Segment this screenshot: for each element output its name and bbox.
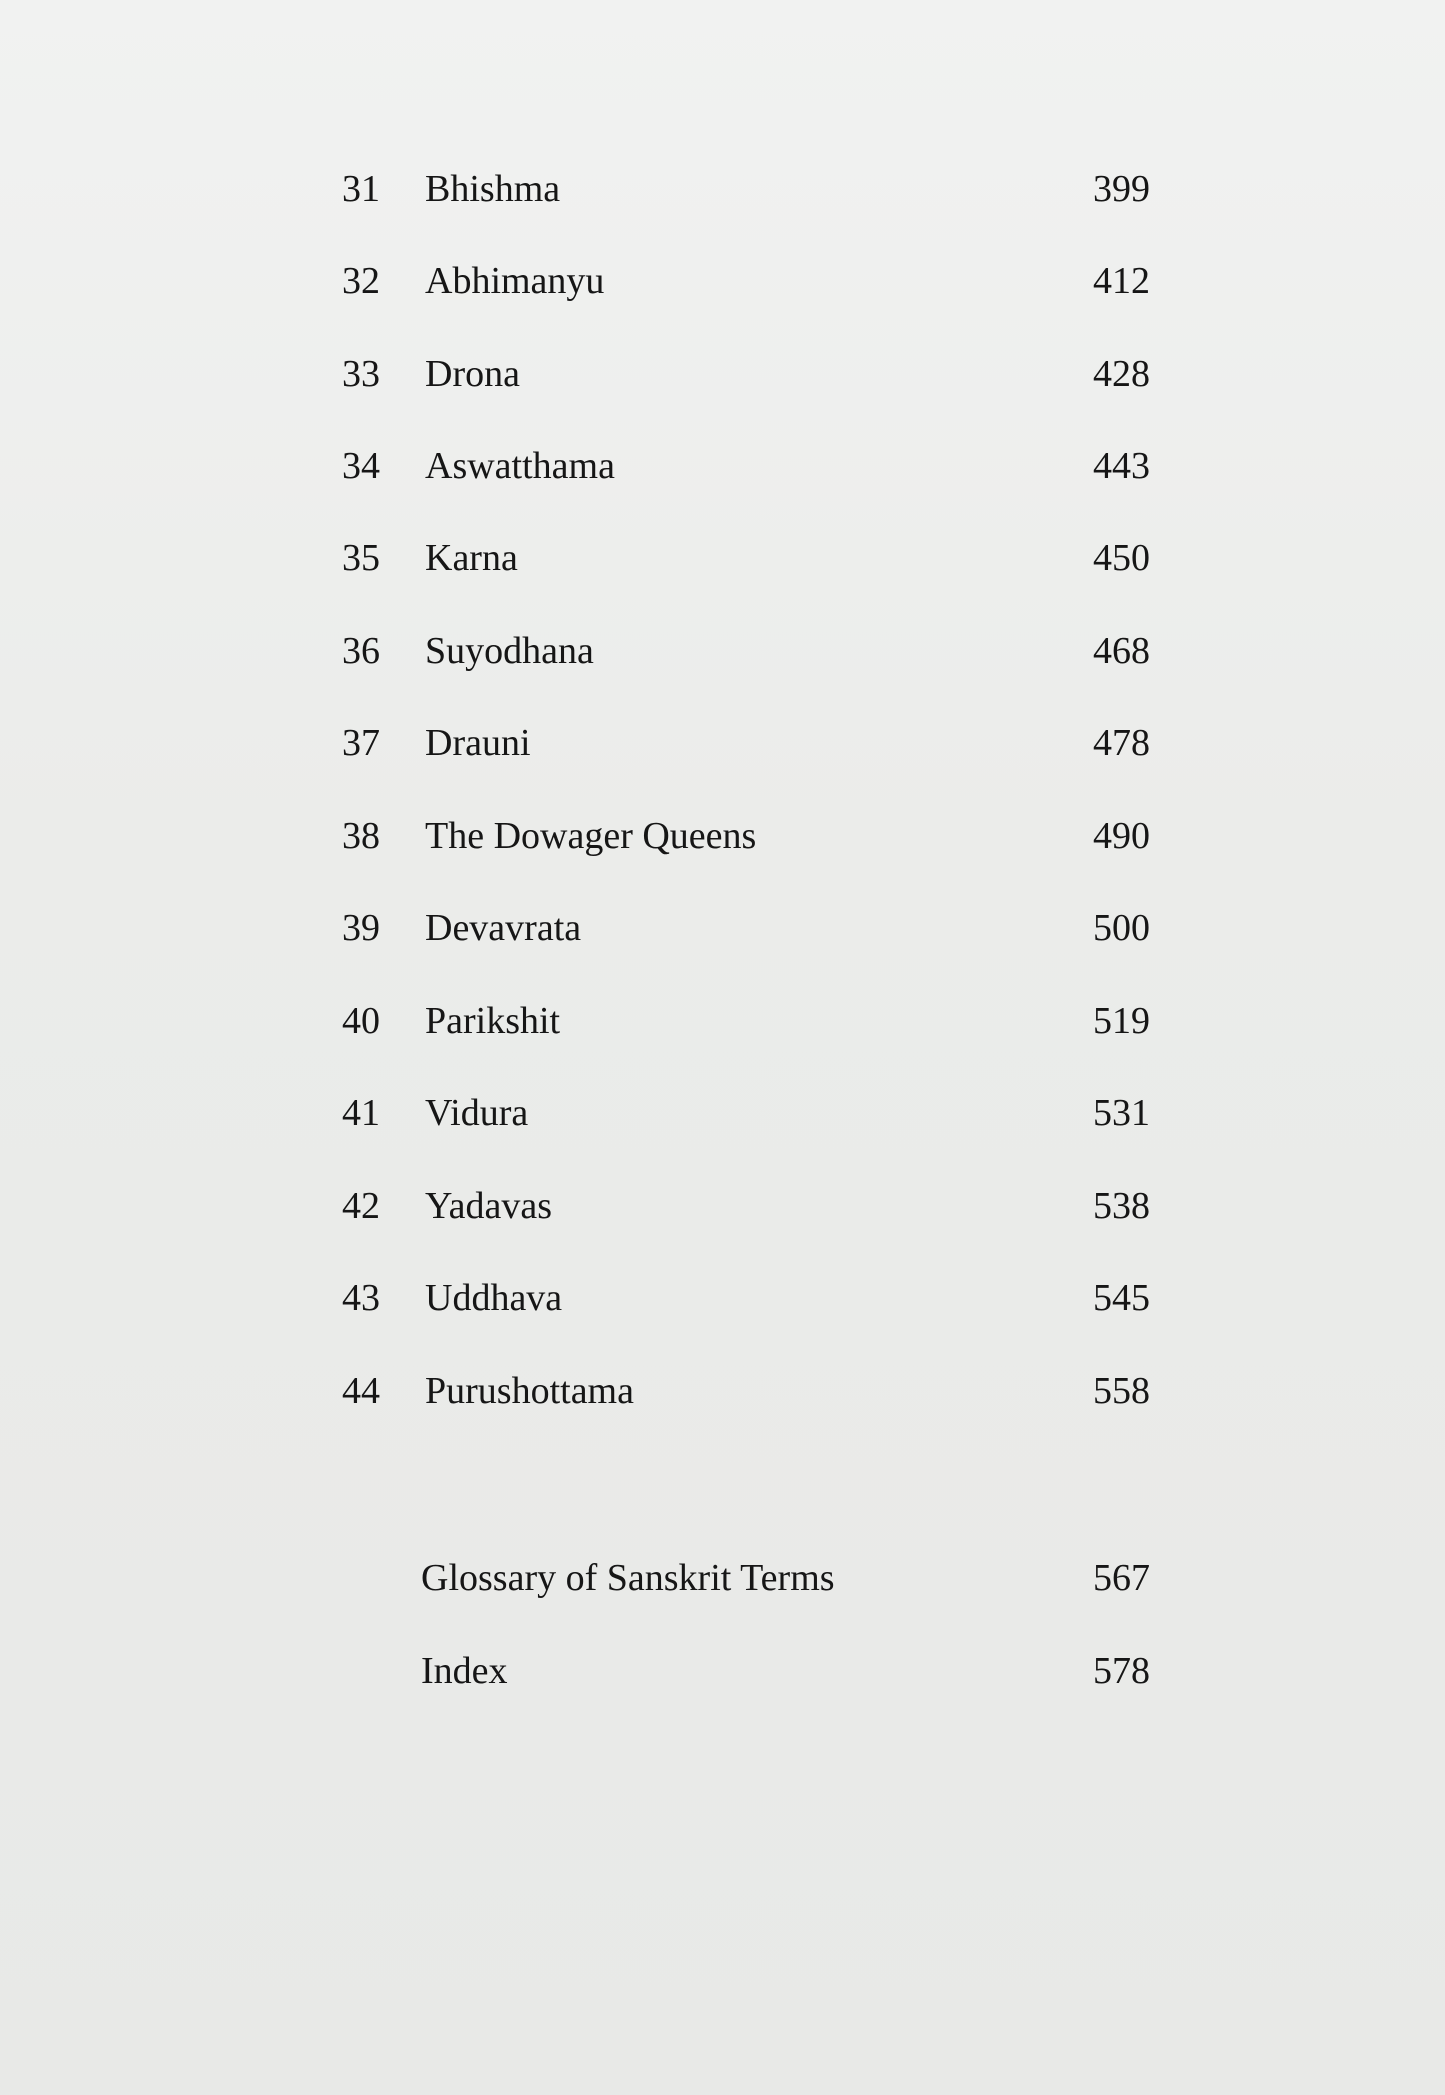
page-number: 443 bbox=[1093, 445, 1150, 487]
toc-back-matter-entry bbox=[0, 1548, 1445, 1608]
chapter-number: 44 bbox=[342, 1370, 380, 1412]
page-number: 545 bbox=[1093, 1277, 1150, 1319]
chapter-number: 38 bbox=[342, 815, 380, 857]
chapter-number: 43 bbox=[342, 1277, 380, 1319]
chapter-number: 40 bbox=[342, 1000, 380, 1042]
page-number: 519 bbox=[1093, 1000, 1150, 1042]
chapter-title: Drona bbox=[425, 353, 520, 395]
chapter-number: 42 bbox=[342, 1185, 380, 1227]
toc-entry bbox=[0, 344, 1445, 404]
page-number: 578 bbox=[1093, 1650, 1150, 1692]
chapter-number: 34 bbox=[342, 445, 380, 487]
chapter-title: Abhimanyu bbox=[425, 260, 605, 302]
chapter-title: Karna bbox=[425, 537, 518, 579]
chapter-number: 33 bbox=[342, 353, 380, 395]
toc-entry bbox=[0, 1083, 1445, 1143]
chapter-number: 35 bbox=[342, 537, 380, 579]
chapter-number: 37 bbox=[342, 722, 380, 764]
page-number: 531 bbox=[1093, 1092, 1150, 1134]
toc-entry bbox=[0, 898, 1445, 958]
toc-entry bbox=[0, 991, 1445, 1051]
toc-back-matter-entry bbox=[0, 1641, 1445, 1701]
chapter-number: 31 bbox=[342, 168, 380, 210]
chapter-number: 36 bbox=[342, 630, 380, 672]
toc-entry bbox=[0, 251, 1445, 311]
chapter-title: Parikshit bbox=[425, 1000, 561, 1042]
toc-entry bbox=[0, 621, 1445, 681]
page-number: 450 bbox=[1093, 537, 1150, 579]
page-number: 478 bbox=[1093, 722, 1150, 764]
page-number: 567 bbox=[1093, 1557, 1150, 1599]
chapter-title: Aswatthama bbox=[425, 445, 615, 487]
page-number: 468 bbox=[1093, 630, 1150, 672]
chapter-number: 32 bbox=[342, 260, 380, 302]
chapter-number: 39 bbox=[342, 907, 380, 949]
chapter-title: Devavrata bbox=[425, 907, 582, 949]
chapter-title: Uddhava bbox=[425, 1277, 563, 1319]
toc-entry bbox=[0, 806, 1445, 866]
chapter-title: Suyodhana bbox=[425, 630, 594, 672]
page-number: 500 bbox=[1093, 907, 1150, 949]
chapter-number: 41 bbox=[342, 1092, 380, 1134]
chapter-title: Bhishma bbox=[425, 168, 561, 210]
toc-entry bbox=[0, 1361, 1445, 1421]
chapter-title: Vidura bbox=[425, 1092, 529, 1134]
toc-entry bbox=[0, 1268, 1445, 1328]
toc-entry bbox=[0, 1176, 1445, 1236]
chapter-title: Drauni bbox=[425, 722, 531, 764]
chapter-title: Yadavas bbox=[425, 1185, 553, 1227]
back-matter-title: Index bbox=[421, 1650, 508, 1692]
chapter-title: Purushottama bbox=[425, 1370, 634, 1412]
page-number: 428 bbox=[1093, 353, 1150, 395]
toc-entry bbox=[0, 713, 1445, 773]
page-number: 538 bbox=[1093, 1185, 1150, 1227]
toc-entry bbox=[0, 159, 1445, 219]
page-number: 558 bbox=[1093, 1370, 1150, 1412]
page-number: 490 bbox=[1093, 815, 1150, 857]
toc-entry bbox=[0, 528, 1445, 588]
back-matter-title: Glossary of Sanskrit Terms bbox=[421, 1557, 835, 1599]
page-number: 399 bbox=[1093, 168, 1150, 210]
toc-entry bbox=[0, 436, 1445, 496]
page-number: 412 bbox=[1093, 260, 1150, 302]
chapter-title: The Dowager Queens bbox=[425, 815, 757, 857]
